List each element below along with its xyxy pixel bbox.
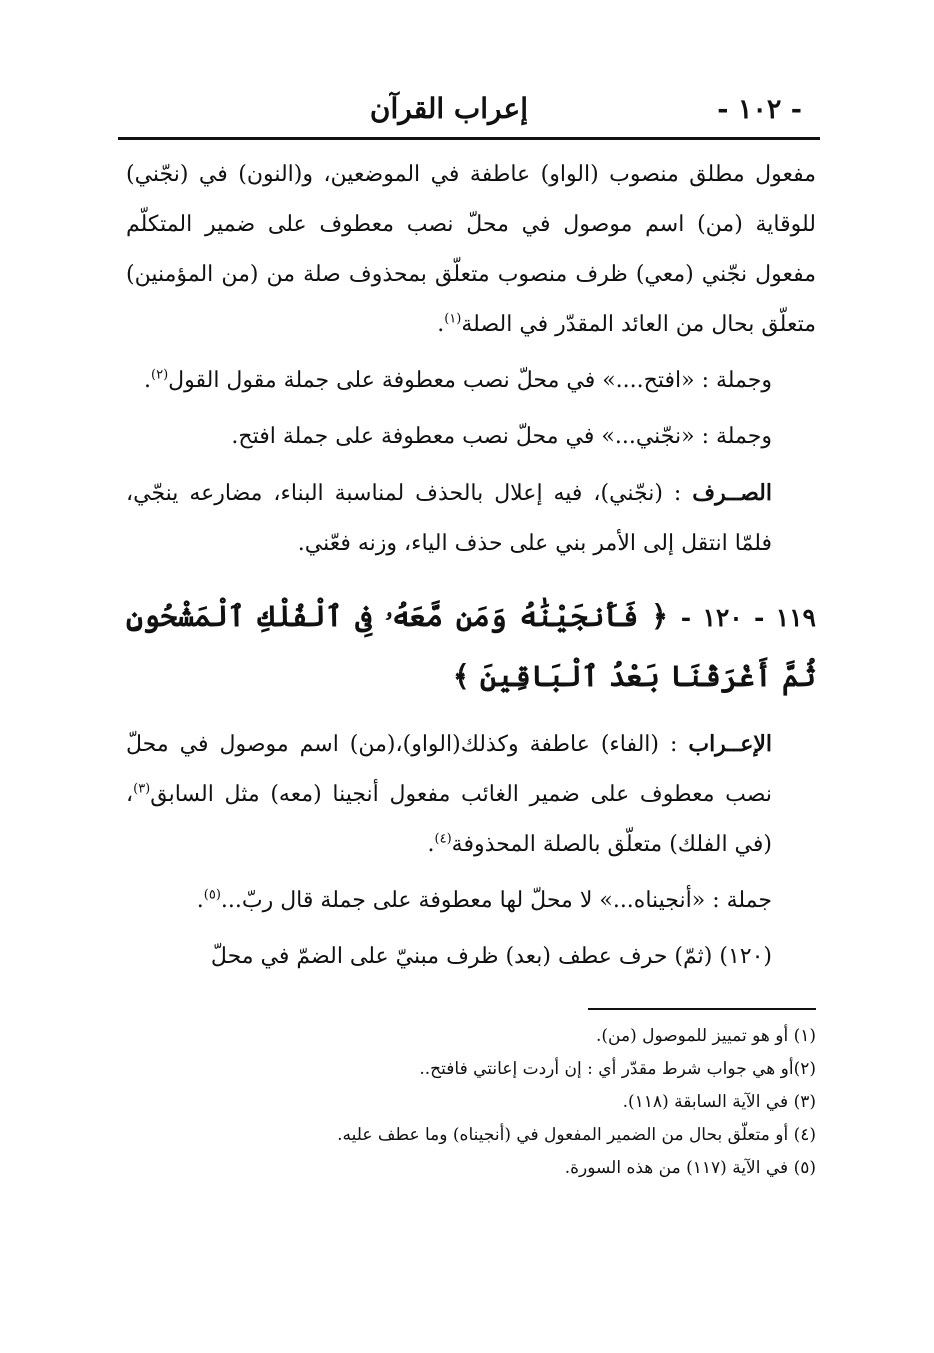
paragraph-sarf: الصــرف : (نجّني)، فيه إعلال بالحذف لمناسبة البناء، مضارعه ينجّي، فلمّا انتقل إلى الأمر بني على حذف الياء، وزنه فعّني. xyxy=(126,480,772,556)
footnote-4: (٤) أو متعلّق بحال من الضمير المفعول في (أنجيناه) وما عطف عليه. xyxy=(337,1125,816,1145)
paragraph-jumla-najjini: وجملة : «نجّني...» في محلّ نصب معطوفة على جملة افتح. xyxy=(231,424,772,449)
footnote-divider xyxy=(588,1008,816,1010)
footnote-2: (٢)أو هي جواب شرط مقدّر أي : إن أردت إعانتي فافتح.. xyxy=(419,1059,816,1079)
footnotes xyxy=(126,1020,816,1185)
main-text xyxy=(126,150,816,982)
footnote-3: (٣) في الآية السابقة (١١٨). xyxy=(622,1092,816,1112)
footnote-ref[interactable]: (٤) xyxy=(434,831,452,847)
footnote-5: (٥) في الآية (١١٧) من هذه السورة. xyxy=(564,1158,816,1178)
footnote-ref[interactable]: (٥) xyxy=(203,887,221,903)
paragraph-jumla-anjaynah: جملة : «أنجيناه...» لا محلّ لها معطوفة على جملة قال ربّ...$^{(٥)}$. xyxy=(196,887,772,913)
footnote-ref[interactable]: (٣) xyxy=(133,781,151,797)
footnote-ref[interactable]: (٢) xyxy=(151,367,169,383)
sarf-label: الصــرف xyxy=(692,480,772,506)
paragraph-irab: الإعــراب : (الفاء) عاطفة وكذلك(الواو)،(من) اسم موصول في محلّ نصب معطوف على ضمير الغائب مفعول أنجينا (معه) مثل السابق$^{(٣)}$، (في الفلك) متعلّق بالصلة المحذوفة$^{(٤)}$. xyxy=(126,731,772,857)
footnote-ref[interactable]: (١) xyxy=(444,311,462,327)
irab-label: الإعــراب xyxy=(688,731,772,757)
book-title: إعراب القرآن xyxy=(369,92,528,125)
verse-number: ١١٩ - ١٢٠ - xyxy=(680,603,816,632)
quran-verse xyxy=(126,587,816,705)
header-divider xyxy=(118,137,820,140)
paragraph-jumla-iftah: وجملة : «افتح....» في محلّ نصب معطوفة على جملة مقول القول$^{(٢)}$. xyxy=(144,367,772,393)
verse-text: ﴿ فَأَنجَيْنَٰهُ وَمَن مَّعَهُۥ فِى ٱلْفُلْكِ ٱلْمَشْحُونِ ثُمَّ أَغْرَقْنَا بَعْدُ ٱلْبَاقِينَ ﴾ xyxy=(126,599,816,693)
footnote-1: (١) أو هو تمييز للموصول (من). xyxy=(595,1026,816,1046)
page-header xyxy=(118,88,820,136)
paragraph-verse-120: (١٢٠) (ثمّ) حرف عطف (بعد) ظرف مبنيّ على الضمّ في محلّ xyxy=(210,944,772,969)
page-number: - ١٠٢ - xyxy=(717,94,802,125)
paragraph-irab-continued: مفعول مطلق منصوب (الواو) عاطفة في الموضعين، و(النون) في (نجّني) للوقاية (من) اسم موصول في محلّ نصب معطوف على ضمير المتكلّم مفعول نجّني (معي) ظرف منصوب متعلّق بمحذوف صلة من (من المؤمنين) متعلّق بحال من العائد المقدّر في الصلة$^{(١)}$. xyxy=(126,162,816,337)
